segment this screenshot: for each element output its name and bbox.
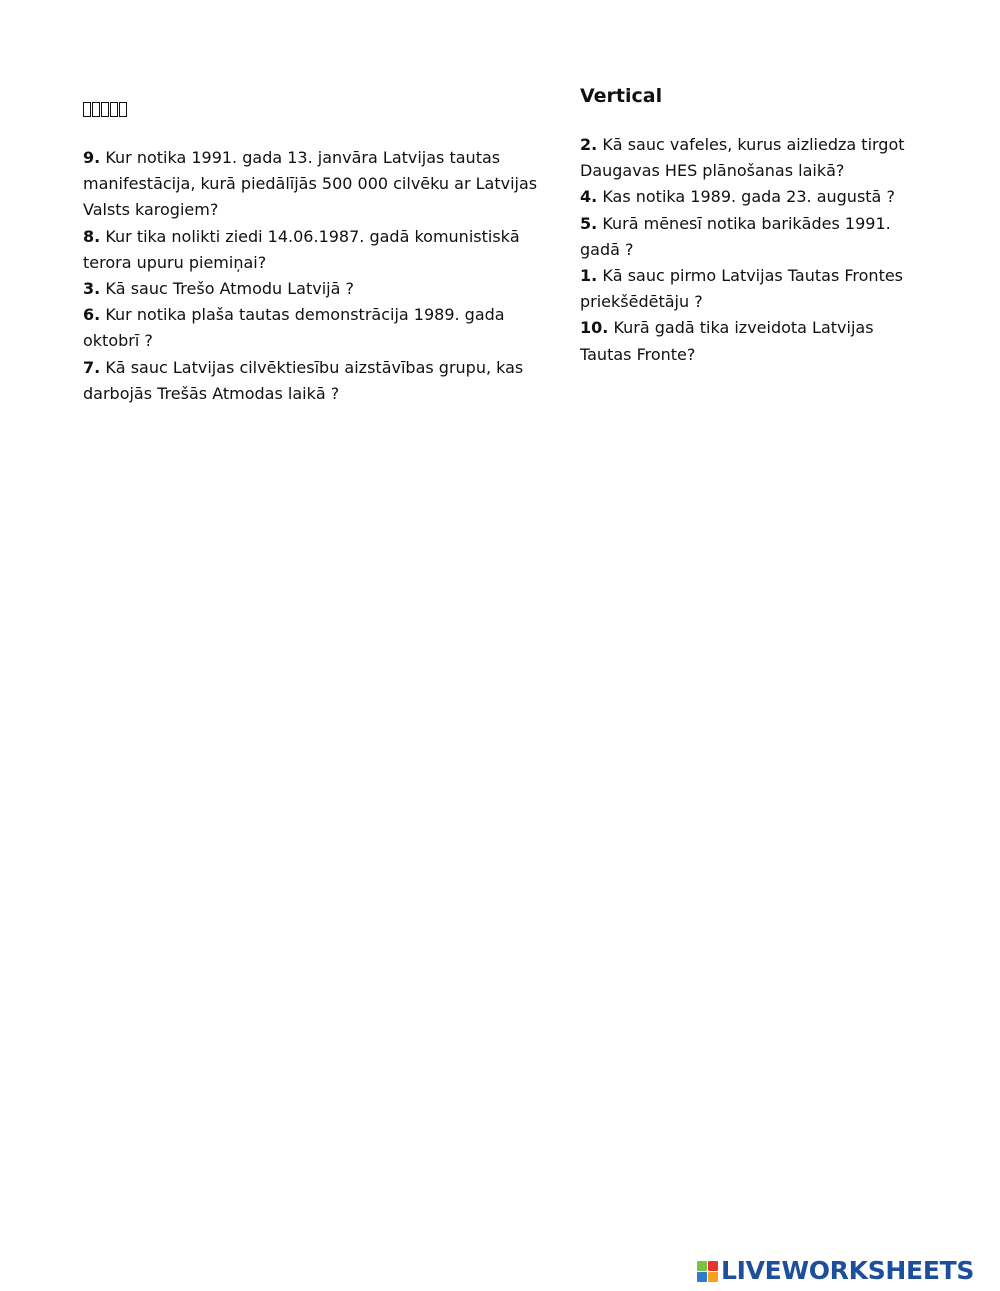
clue-text: Kur notika plaša tautas demonstrācija 1989. gada oktobrī ? xyxy=(83,305,505,351)
liveworksheets-logo-icon xyxy=(697,1261,718,1282)
clue-item xyxy=(83,276,561,302)
horizontal-heading xyxy=(83,98,128,122)
logo-text: LIVEWORKSHEETS xyxy=(721,1256,975,1285)
clue-item xyxy=(83,355,561,407)
clue-number: 2. xyxy=(580,135,598,154)
missing-glyph-box xyxy=(110,102,118,117)
horizontal-clue-list xyxy=(83,145,561,407)
clue-item xyxy=(580,211,915,263)
clue-text: Kā sauc pirmo Latvijas Tautas Frontes priekšēdētāju ? xyxy=(580,266,904,312)
clue-item xyxy=(580,184,915,210)
clue-number: 9. xyxy=(83,148,101,167)
logo-square-green xyxy=(697,1261,707,1271)
logo-square-red xyxy=(708,1261,718,1271)
missing-glyph-box xyxy=(101,102,109,117)
clue-text: Kā sauc vafeles, kurus aizliedza tirgot Daugavas HES plānošanas laikā? xyxy=(580,135,905,181)
clue-number: 1. xyxy=(580,266,598,286)
clue-text: Kur tika nolikti ziedi 14.06.1987. gadā komunistiskā terora upuru piemiņai? xyxy=(83,226,520,272)
clue-text: Kurā mēnesī notika barikādes 1991. gadā ? xyxy=(580,213,891,259)
clue-item xyxy=(83,302,561,354)
vertical-heading: Vertical xyxy=(580,85,663,107)
clue-item xyxy=(580,132,915,184)
clue-text: Kā sauc Latvijas cilvēktiesību aizstāvības grupu, kas darbojās Trešās Atmodas laikā ? xyxy=(83,357,524,403)
logo-square-blue xyxy=(697,1272,707,1282)
clue-item xyxy=(83,145,561,224)
clue-text: Kas notika 1989. gada 23. augustā ? xyxy=(602,187,895,207)
logo-square-orange xyxy=(708,1272,718,1282)
clue-number: 8. xyxy=(83,226,101,246)
missing-glyph-box xyxy=(119,102,127,117)
clue-item xyxy=(83,224,561,276)
clue-number: 10. xyxy=(580,318,609,338)
clue-number: 7. xyxy=(83,357,101,377)
clue-text: Kā sauc Trešo Atmodu Latvijā ? xyxy=(105,279,354,299)
clue-number: 3. xyxy=(83,279,101,299)
missing-glyph-box xyxy=(83,102,91,117)
clue-item xyxy=(580,263,915,315)
missing-glyph-box xyxy=(92,102,100,117)
clue-number: 4. xyxy=(580,187,598,207)
clue-text: Kur notika 1991. gada 13. janvāra Latvijas tautas manifestācija, kurā piedālījās 500 000 cilvēku ar Latvijas Valsts karogiem? xyxy=(83,148,538,220)
liveworksheets-logo xyxy=(697,1256,974,1286)
clue-item xyxy=(580,315,915,367)
clue-text: Kurā gadā tika izveidota Latvijas Tautas Fronte? xyxy=(580,318,874,364)
clue-number: 5. xyxy=(580,213,598,233)
vertical-clue-list xyxy=(580,132,915,368)
clue-number: 6. xyxy=(83,305,101,325)
